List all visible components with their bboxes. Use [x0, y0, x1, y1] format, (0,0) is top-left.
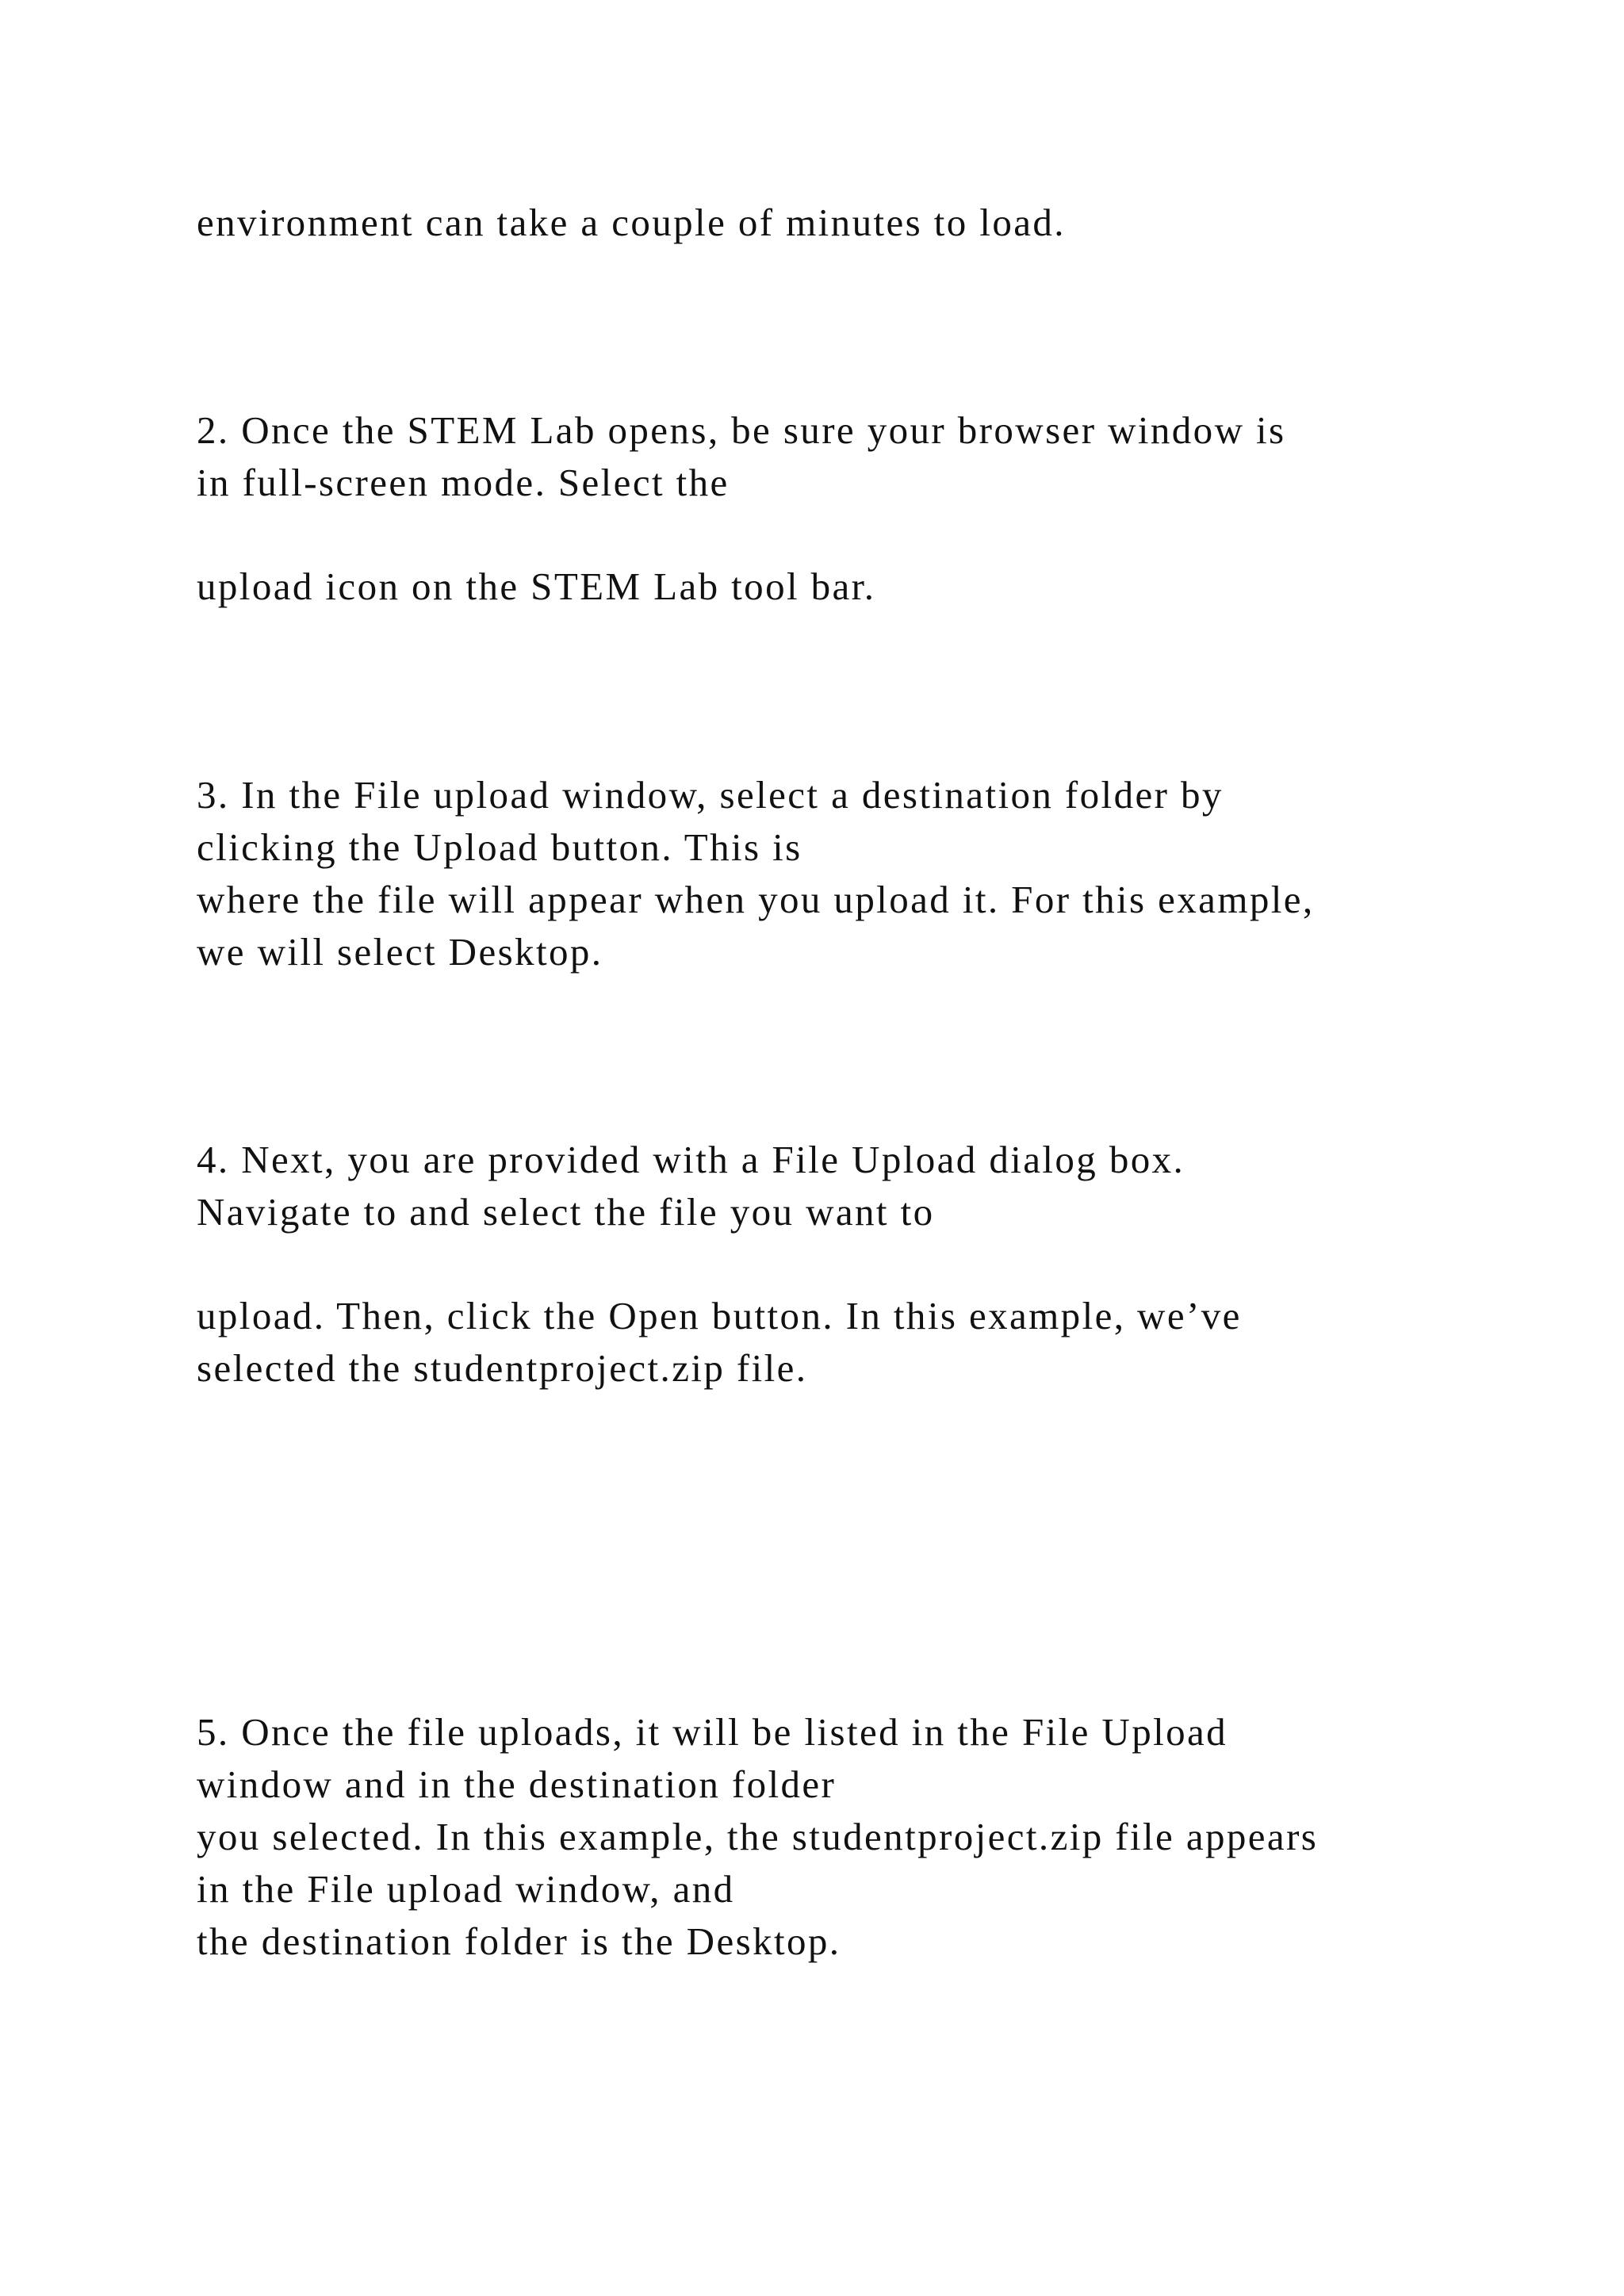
text-line: Navigate to and select the file you want to: [197, 1190, 935, 1234]
step-2-line: 2. Once the STEM Lab opens, be sure your browser window is: [197, 408, 1286, 452]
text-line: the destination folder is the Desktop.: [197, 1919, 841, 1963]
text-line: environment can take a couple of minutes to load.: [197, 201, 1066, 244]
text-line: where the file will appear when you upload it. For this example,: [197, 878, 1315, 921]
step-4-line: 4. Next, you are provided with a File Upload dialog box.: [197, 1138, 1185, 1181]
text-line: you selected. In this example, the studentproject.zip file appears: [197, 1815, 1319, 1858]
text-line: selected the studentproject.zip file.: [197, 1346, 808, 1390]
text-line: in full-screen mode. Select the: [197, 461, 730, 504]
text-line: window and in the destination folder: [197, 1762, 837, 1806]
step-3-line: 3. In the File upload window, select a destination folder by: [197, 773, 1224, 817]
text-line: upload. Then, click the Open button. In this example, we’ve: [197, 1294, 1242, 1337]
step-5-line: 5. Once the file uploads, it will be listed in the File Upload: [197, 1710, 1228, 1754]
text-line: in the File upload window, and: [197, 1867, 735, 1911]
text-line: upload icon on the STEM Lab tool bar.: [197, 564, 876, 608]
text-line: clicking the Upload button. This is: [197, 825, 802, 869]
text-line: we will select Desktop.: [197, 930, 603, 974]
